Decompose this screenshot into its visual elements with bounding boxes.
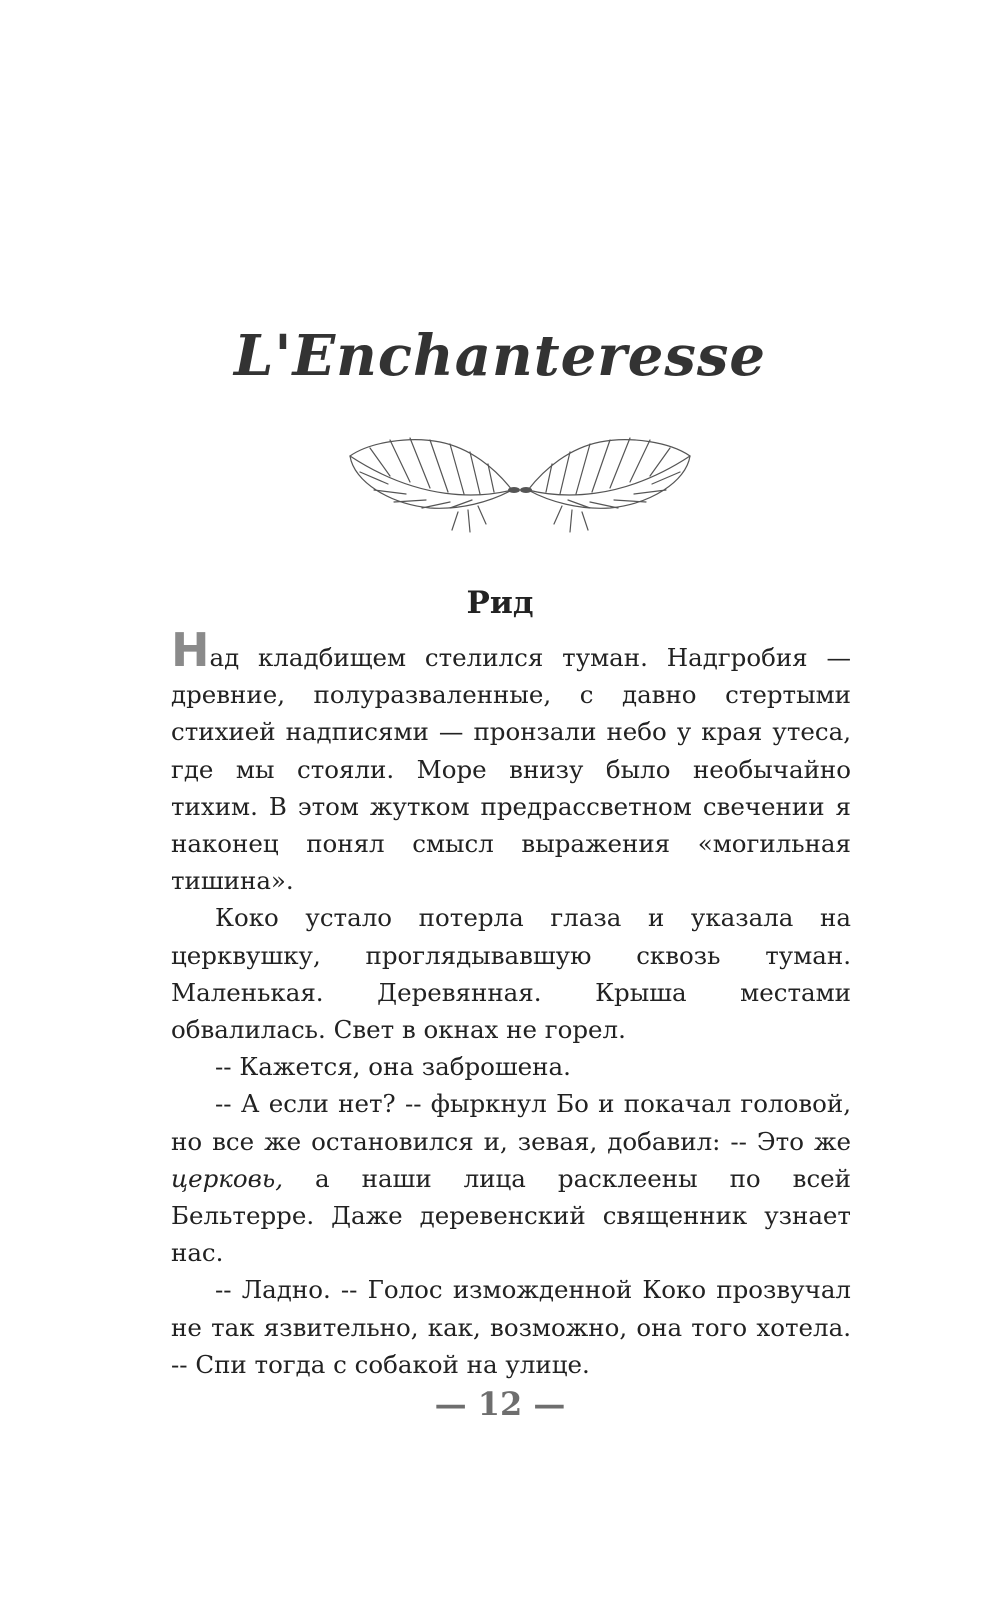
paragraph-text: ад кладбищем стелился туман. Надгробия — древние, полуразваленные, с давно стертыми стихией надписями — пронзали небо у края утеса, где мы стояли. Море внизу было необычайно тихим. В этом жутком предрассветном свечении я наконец понял смысл выражения «могильная тишина». <box>171 643 851 896</box>
emphasized-word: церковь, <box>171 1163 284 1193</box>
dialogue-text: а наши лица расклеены по всей Бельтерре. Даже деревенский священник узнает нас. <box>171 1163 851 1268</box>
paragraph <box>171 623 851 899</box>
narrator-heading: Рид <box>466 585 534 621</box>
chapter-body <box>171 623 851 1383</box>
chapter-title: L'Enchanteresse <box>233 323 767 389</box>
paragraph: Коко устало потерла глаза и указала на церквушку, проглядывавшую сквозь туман. Маленькая. Деревянная. Крыша местами обвалилась. Свет в окнах не горел. <box>171 903 851 1045</box>
dialogue-line: -- Кажется, она заброшена. <box>215 1052 571 1082</box>
drop-cap: Н <box>171 623 210 677</box>
dialogue-line: -- Ладно. -- Голос изможденной Коко прозвучал не так язвительно, как, возможно, она того хотела. -- Спи тогда с собакой на улице. <box>171 1275 851 1379</box>
feather-wings-ornament <box>330 432 710 547</box>
dialogue-text: -- А если нет? -- фыркнул Бо и покачал головой, но все же остановился и, зевая, добавил: -- Это же <box>171 1089 851 1156</box>
dialogue-line <box>171 1085 851 1271</box>
page-number: — 12 — <box>434 1385 566 1423</box>
